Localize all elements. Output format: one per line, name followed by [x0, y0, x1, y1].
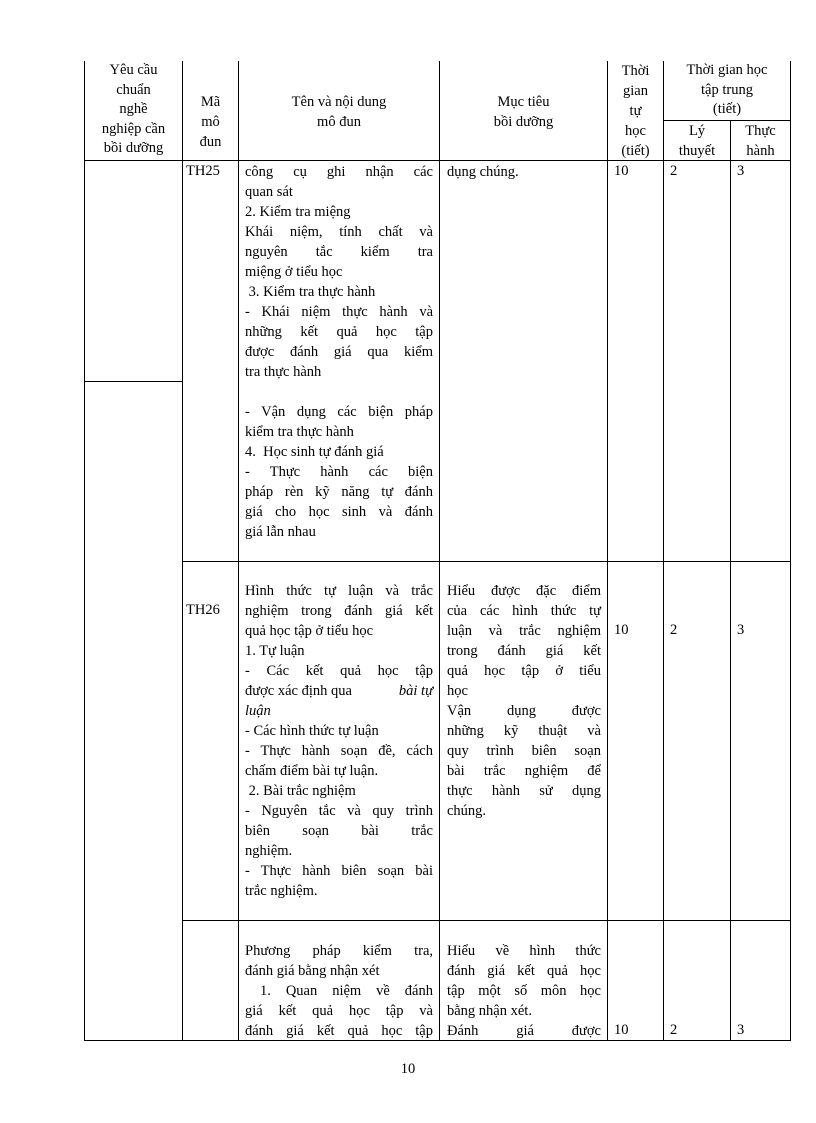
col-divider-1	[182, 61, 183, 1041]
row2-content: Hình thức tự luận và trắc nghiệm trong đánh giá kết quả học tập ở tiểu học 1. Tự luận - Các kết quả học tập được xác định qua bài tự luận - Các hình thức tự luận - Thực hành soạn đề, cách chấm điểm bài tự luận. 2. Bài trắc nghiệm - Nguyên tắc và quy trình biên soạn bài trắc nghiệm. - Thực hành biên soạn bài trắc nghiệm.	[245, 583, 433, 899]
row1-code: TH25	[186, 163, 220, 179]
row3-content: Phương pháp kiểm tra, đánh giá bằng nhận xét 1. Quan niệm về đánh giá kết quả học tập và đánh giá kết quả học tập	[245, 943, 433, 1039]
header-theory: Lý thuyết	[678, 123, 716, 159]
col-divider-5	[663, 61, 664, 1041]
row1-objective: dụng chúng.	[447, 164, 519, 180]
row2-theory: 2	[670, 622, 678, 638]
header-concentrated: Thời gian học tập trung (tiết)	[686, 62, 768, 117]
row3-theory: 2	[670, 1022, 678, 1038]
row2-practice: 3	[737, 622, 745, 638]
col-divider-4	[607, 61, 608, 1041]
page-number: 10	[400, 1061, 416, 1077]
row3-objective: Hiểu về hình thức đánh giá kết quả học tập một số môn học bằng nhận xét. Đánh giá được	[447, 943, 601, 1039]
header-self-study: Thời gian tự học (tiết)	[621, 63, 650, 159]
row3-self-study: 10	[614, 1022, 629, 1038]
row1-theory: 2	[670, 163, 678, 179]
row1-self-study: 10	[614, 163, 629, 179]
header-module-code: Mã mô đun	[199, 94, 222, 150]
row1-practice: 3	[737, 163, 745, 179]
col-divider-3	[439, 61, 440, 1041]
row2-objective: Hiểu được đặc điểm của các hình thức tự luận và trắc nghiệm trong đánh giá kết quả học tập ở tiểu học Vận dụng được những kỹ thuật và quy trình biên soạn bài trắc nghiệm để thực hành sử dụng chúng.	[447, 583, 601, 819]
row3-practice: 3	[737, 1022, 745, 1038]
row-divider-1	[182, 561, 791, 562]
row2-code: TH26	[186, 602, 220, 618]
header-requirement: Yêu cầu chuẩn nghề nghiệp cần bồi dưỡng	[101, 62, 166, 156]
col-divider-2	[238, 61, 239, 1041]
table-border-right	[790, 61, 791, 1041]
header-practice: Thực hành	[745, 123, 776, 159]
col1-partial-line	[84, 381, 183, 382]
col-divider-6	[730, 120, 731, 1041]
row-divider-2	[182, 920, 791, 921]
header-module-name: Tên và nội dung mô đun	[291, 94, 387, 130]
header-objective: Mục tiêu bồi dưỡng	[493, 94, 554, 130]
table-border-left	[84, 61, 85, 1041]
table-bottom-line	[84, 1040, 791, 1041]
row1-content: công cụ ghi nhận các quan sát 2. Kiểm tra miệng Khái niệm, tính chất và nguyên tắc kiểm tra miệng ở tiểu học 3. Kiểm tra thực hành - Khái niệm thực hành và những kết quả học tập được đánh giá qua kiểm tra thực hành - Vận dụng các biện pháp kiểm tra thực hành 4. Học sinh tự đánh giá - Thực hành các biện pháp rèn kỹ năng tự đánh giá cho học sinh và đánh giá lẫn nhau	[245, 164, 433, 540]
row2-self-study: 10	[614, 622, 629, 638]
